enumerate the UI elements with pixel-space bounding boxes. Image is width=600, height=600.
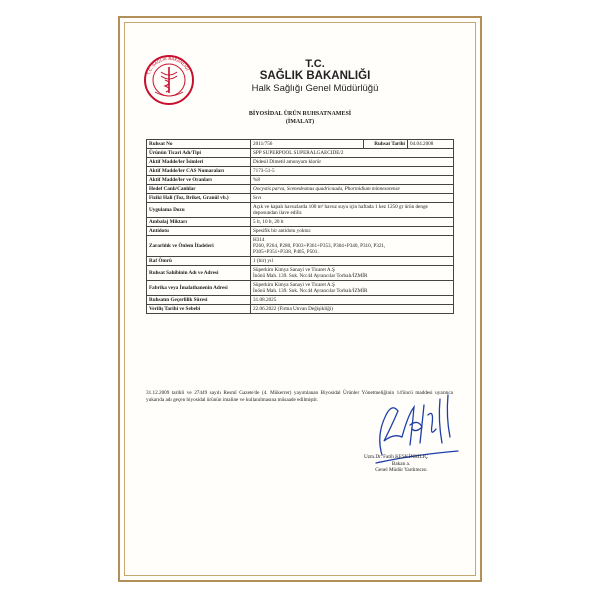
signatory-block	[336, 454, 456, 474]
table-row	[147, 218, 454, 227]
row-label: Antidotu	[147, 227, 251, 236]
row-value: 5 lt, 10 lt, 20 lt	[251, 218, 454, 227]
document-title-line2: (İMALAT)	[285, 119, 315, 125]
row-label: Ürünün Ticari Adı/Tipi	[147, 149, 251, 158]
table-row	[147, 158, 454, 167]
table-row	[147, 176, 454, 185]
row-value: 7173-51-5	[251, 167, 454, 176]
signatory-name: Uzm.Dr. Fatih KESKİNKILIÇ	[364, 454, 428, 460]
table-row	[147, 296, 454, 305]
ruhsat-no-label: Ruhsat No	[147, 140, 251, 149]
precaution-statements-2: P305+P351+P338, P405, P501.	[253, 249, 319, 255]
owner-address: İnönü Mah. 139. Sok. No:44 Ayrancılar Torbalı/İZMİR	[253, 273, 368, 279]
row-label: Veriliş Tarihi ve Sebebi	[147, 305, 251, 314]
document-title	[140, 110, 460, 126]
row-label: Hedef Canlı/Canlılar	[147, 185, 251, 194]
row-label: Ruhsat Sahibinin Adı ve Adresi	[147, 266, 251, 281]
row-value: 22.06.2022 (Firma Unvan Değişikliği)	[251, 305, 454, 314]
row-label: Aktif Madde/ler ve Oranları	[147, 176, 251, 185]
table-row	[147, 194, 454, 203]
document-header	[200, 58, 430, 95]
row-value	[251, 266, 454, 281]
svg-text:T.C. SAĞLIK BAKANLIĞI: T.C. SAĞLIK BAKANLIĞI	[145, 55, 191, 76]
factory-name: Süperkim Kimya Sanayi ve Ticaret A.Ş	[253, 282, 335, 288]
row-label: Aktif Madde/ler İsimleri	[147, 158, 251, 167]
row-value: 31.08.2025	[251, 296, 454, 305]
table-row	[147, 266, 454, 281]
header-tc: T.C.	[305, 58, 325, 70]
table-row	[147, 227, 454, 236]
table-row	[147, 281, 454, 296]
ruhsat-no-value: 2011/756	[251, 140, 364, 149]
table-row	[147, 203, 454, 218]
header-ministry: SAĞLIK BAKANLIĞI	[259, 70, 371, 82]
row-value: Açık ve kapalı havuzlarda 100 m³ havuz suyu için haftada 1 kez 1250 gr ürün denge deposundan ilave edilir.	[251, 203, 454, 218]
signatory-title-1: Bakan a.	[391, 460, 411, 467]
table-row	[147, 185, 454, 194]
table-row	[147, 167, 454, 176]
factory-address: İnönü Mah. 139. Sok. No:44 Ayrancılar Torbalı/İZMİR	[253, 288, 368, 294]
ruhsat-tarihi-value: 04.04.2008	[408, 140, 454, 149]
header-directorate: Halk Sağlığı Genel Müdürlüğü	[251, 83, 379, 94]
row-value	[251, 281, 454, 296]
table-row	[147, 149, 454, 158]
row-label: Ruhsatın Geçerlilik Süresi	[147, 296, 251, 305]
row-value: Spesifik bir antidotu yoktur.	[251, 227, 454, 236]
row-value: %8	[251, 176, 454, 185]
row-label: Fabrika veya İmalathanenin Adresi	[147, 281, 251, 296]
table-row	[147, 236, 454, 257]
row-value: Sıvı	[251, 194, 454, 203]
row-label: Zararlılık ve Önlem İfadeleri	[147, 236, 251, 257]
ruhsat-tarihi-label: Ruhsat Tarihi	[364, 140, 408, 149]
row-value: Didesil Dimetil amonyum klorür	[251, 158, 454, 167]
owner-name: Süperkim Kimya Sanayi ve Ticaret A.Ş	[253, 267, 335, 273]
row-label: Raf Ömrü	[147, 257, 251, 266]
row-value: SPP SUPERPOOL SUPERALGAECIDE/2	[251, 149, 454, 158]
legal-footnote: 31.12.2009 tarihli ve 27449 sayılı Resmî Gazete'de (4. Mükerrer) yayımlanan Biyosidal Ürünler Yönetmeliğinin 14'üncü maddesi uyarınca yukarıda adı geçen biyosidal ürünün imaline ve kullanılmasına müsaade edilmiştir.	[146, 390, 453, 403]
document-title-line1: BİYOSİDAL ÜRÜN RUHSATNAMESİ	[248, 111, 352, 117]
row-value: Oocystis parva, Scenedesmus quadricauda, Phormidium minnesotense	[251, 185, 454, 194]
ministry-seal-logo	[143, 54, 195, 106]
row-label: Aktif Madde/ler CAS Numaraları	[147, 167, 251, 176]
row-label: Fiziki Hali (Toz, Briket, Granül vb.)	[147, 194, 251, 203]
row-value	[251, 236, 454, 257]
hazard-statement: H314	[253, 237, 265, 243]
row-label: Uygulama Dozu	[147, 203, 251, 218]
table-row	[147, 257, 454, 266]
row-value: 1 (bir) yıl	[251, 257, 454, 266]
signatory-title-2: Genel Müdür Yardımcısı	[375, 467, 427, 473]
table-row	[147, 140, 454, 149]
row-label: Ambalaj Miktarı	[147, 218, 251, 227]
table-row	[147, 305, 454, 314]
license-table	[146, 139, 454, 314]
precaution-statements-1: P260, P264, P280, P303+P361+P353, P304+P340, P310, P321,	[253, 243, 386, 249]
